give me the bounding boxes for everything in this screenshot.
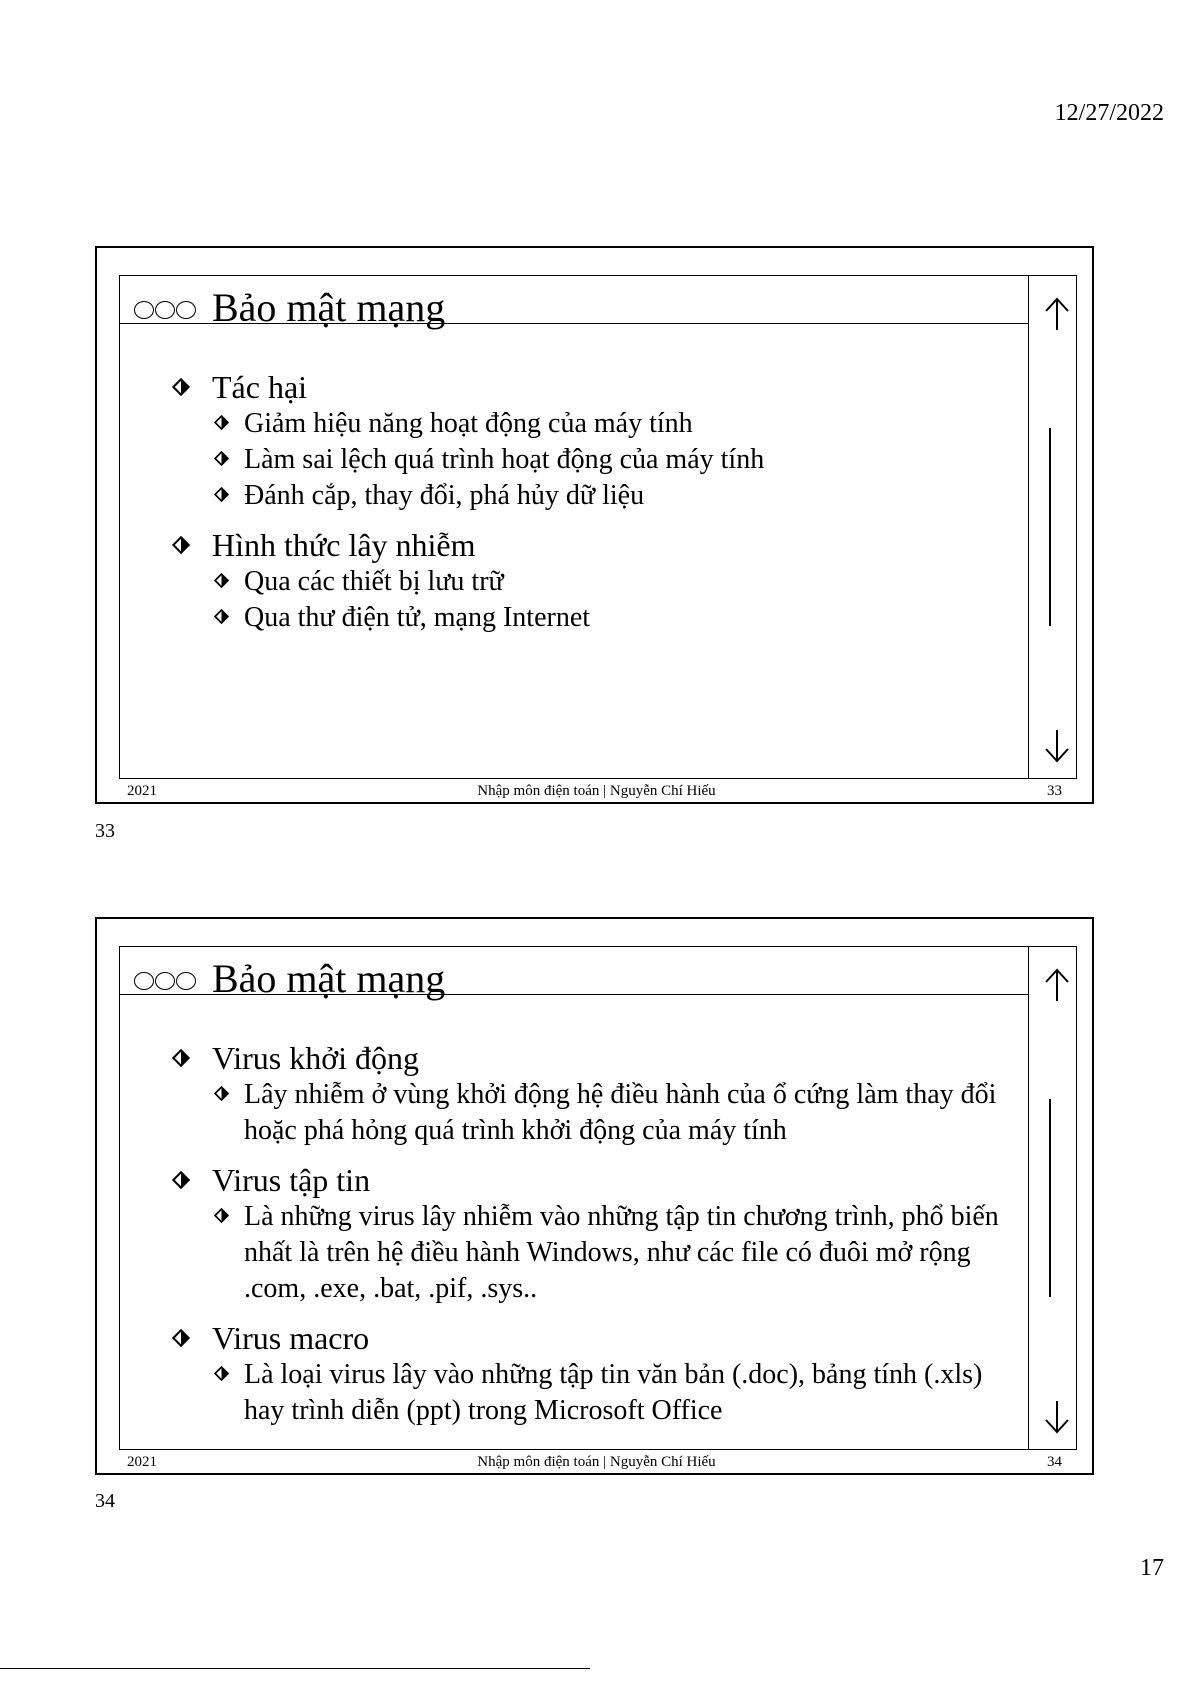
- diamond-bullet-icon: [212, 600, 244, 636]
- footer-slide-number: 34: [1047, 1454, 1062, 1470]
- diamond-bullet-icon: [170, 1319, 212, 1357]
- sub-bullet-text: Qua thư điện tử, mạng Internet: [244, 602, 591, 633]
- diamond-bullet-icon: [212, 478, 244, 514]
- sub-bullet-text: Đánh cắp, thay đổi, phá hủy dữ liệu: [244, 480, 645, 511]
- slide-33: [95, 246, 1094, 804]
- sub-bullet-item: [212, 442, 1000, 478]
- diamond-bullet-icon: [212, 442, 244, 478]
- footer-course: Nhập môn điện toán | Nguyễn Chí Hiếu: [477, 1454, 716, 1470]
- sub-bullet-item: [212, 564, 1000, 600]
- slide-frame: [119, 275, 1077, 779]
- diamond-bullet-icon: [212, 1357, 244, 1393]
- bullet-text: Virus macro: [212, 1320, 370, 1356]
- footer-year: 2021: [127, 783, 157, 799]
- slide-content: [170, 1039, 1000, 1429]
- slide-header: [134, 284, 445, 332]
- arrow-up-icon: [1042, 965, 1072, 1005]
- bullet-item: [170, 1039, 1000, 1077]
- sub-bullet-text: Là loại virus lây vào những tập tin văn bản (.doc), bảng tính (.xls) hay trình diễn (ppt) trong Microsoft Office: [244, 1359, 983, 1426]
- title-divider: [120, 994, 1028, 995]
- sub-bullet-item: [212, 1199, 1000, 1307]
- sub-bullet-text: Lây nhiễm ở vùng khởi động hệ điều hành của ổ cứng làm thay đổi hoặc phá hỏng quá trình khởi động của máy tính: [244, 1079, 997, 1146]
- footer-slide-number: 33: [1047, 783, 1062, 799]
- slide-content: [170, 368, 1000, 636]
- diamond-bullet-icon: [170, 368, 212, 406]
- arrow-down-icon: [1042, 1397, 1072, 1437]
- scrollbar-track: [1049, 1099, 1051, 1297]
- diamond-bullet-icon: [212, 1199, 244, 1235]
- sub-bullet-item: [212, 1357, 1000, 1429]
- sub-bullet-item: [212, 478, 1000, 514]
- diamond-bullet-icon: [170, 526, 212, 564]
- diamond-bullet-icon: [170, 1161, 212, 1199]
- slide-frame: [119, 946, 1077, 1450]
- bottom-rule: [0, 1668, 590, 1669]
- sub-bullet-item: [212, 406, 1000, 442]
- scrollbar-track: [1049, 428, 1051, 626]
- circles-icon: [134, 301, 196, 319]
- slide-header: [134, 955, 445, 1003]
- footer-year: 2021: [127, 1454, 157, 1470]
- sub-bullet-item: [212, 600, 1000, 636]
- sheet-page-number: 17: [1140, 1555, 1164, 1581]
- diamond-bullet-icon: [212, 406, 244, 442]
- bullet-item: [170, 368, 1000, 406]
- sub-bullet-item: [212, 1077, 1000, 1149]
- handout-number: 34: [95, 1490, 115, 1512]
- footer-course: Nhập môn điện toán | Nguyễn Chí Hiếu: [477, 783, 716, 799]
- page-date: 12/27/2022: [1054, 100, 1164, 126]
- slide-title: Bảo mật mạng: [212, 285, 446, 330]
- circles-icon: [134, 972, 196, 990]
- bullet-text: Tác hại: [212, 369, 308, 405]
- sub-bullet-text: Qua các thiết bị lưu trữ: [244, 566, 504, 597]
- scrollbar-divider: [1028, 947, 1029, 1449]
- sub-bullet-text: Giảm hiệu năng hoạt động của máy tính: [244, 408, 693, 439]
- diamond-bullet-icon: [212, 1077, 244, 1113]
- bullet-text: Virus tập tin: [212, 1162, 371, 1198]
- slide-34: [95, 917, 1094, 1475]
- bullet-item: [170, 526, 1000, 564]
- arrow-down-icon: [1042, 726, 1072, 766]
- arrow-up-icon: [1042, 294, 1072, 334]
- title-divider: [120, 323, 1028, 324]
- slide-title: Bảo mật mạng: [212, 956, 446, 1001]
- sub-bullet-text: Làm sai lệch quá trình hoạt động của máy tính: [244, 444, 765, 475]
- bullet-text: Virus khởi động: [212, 1040, 419, 1076]
- diamond-bullet-icon: [170, 1039, 212, 1077]
- bullet-text: Hình thức lây nhiễm: [212, 527, 476, 563]
- diamond-bullet-icon: [212, 564, 244, 600]
- bullet-item: [170, 1161, 1000, 1199]
- scrollbar-divider: [1028, 276, 1029, 778]
- handout-number: 33: [95, 820, 115, 842]
- bullet-item: [170, 1319, 1000, 1357]
- sub-bullet-text: Là những virus lây nhiễm vào những tập tin chương trình, phổ biến nhất là trên hệ điều hành Windows, như các file có đuôi mở rộng .com, .exe, .bat, .pif, .sys..: [244, 1201, 999, 1304]
